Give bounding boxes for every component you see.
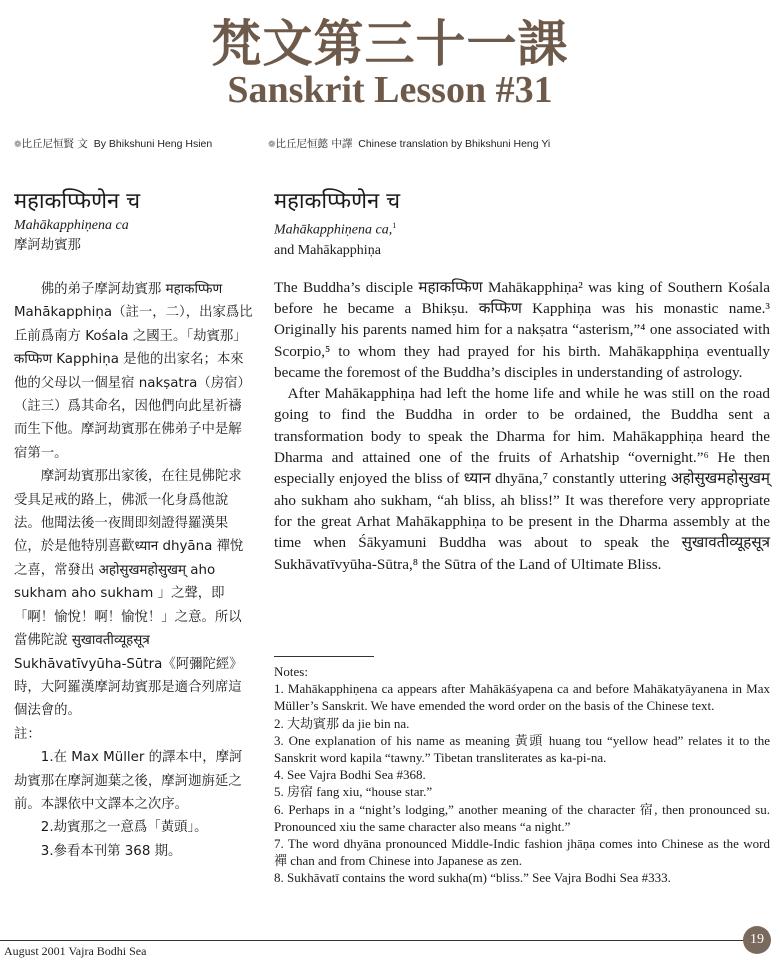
devanagari-heading: महाकप्फिणेन च	[274, 189, 401, 214]
note-item: 6. Perhaps in a “night’s lodging,” another meaning of the character 宿, then pronounced su. Pronounced xiu the same character also means “a night.”	[274, 801, 770, 834]
footer-rule	[0, 940, 750, 941]
note-item: 5. 房宿 fang xiu, “house star.”	[274, 784, 433, 800]
chinese-title: 梵文第三十一課	[211, 14, 569, 73]
note-item: 1. Mahākapphiṇena ca appears after Mahākāśyapena ca and before Mahākatyāyanena in Max Müller’s Sanskrit. We have emended the word order on the basis of the Chinese text.	[274, 681, 770, 714]
english-paragraph-2: After Mahākapphiṇa had left the home life and while he was still on the road going to find the Buddha in order to be ordained, the Buddha sent a transformation body to speak the Dharma for him. Mahākapphiṇa heard the Dharma and attained one of the fruits of Arhatship “overnight.”⁶ He then especially enjoyed the bliss of ध्यान dhyāna,⁷ constantly uttering अहोसुखमहोसुखम् aho sukham aho sukham, “ah bliss, ah bliss!” It was therefore very appropriate for the great Arhat Mahākapphiṇa to be present in the Dharma assembly at the time when Śākyamuni Buddha was about to speak the सुखावतीव्यूहसूत्र Sukhāvatīvyūha-Sūtra,⁸ the Sūtra of the Land of Ultimate Bliss.	[274, 385, 770, 573]
footer-publication: August 2001 Vajra Bodhi Sea	[4, 944, 147, 958]
english-column	[274, 188, 770, 575]
credit-author: ❁比丘尼恒賢 文 By Bhikshuni Heng Hsien	[14, 138, 213, 150]
chinese-paragraph-2: 摩訶劫賓那出家後，在往見佛陀求受具足戒的路上，佛派一化身爲他說法。他聞法後一夜間即刻證得羅漢果位，於是他特別喜歡ध्यान dhyāna 禪悅之喜，常發出 अहोसुखमहोसुखम् aho sukham aho sukham 」之聲，即「啊！愉悅！啊！愉悅！」之意。所以當佛陀說 सुखावतीव्यूहसूत्र Sukhāvatīvyūha-Sūtra《阿彌陀經》時，大阿羅漢摩訶劫賓那是適合列席這個法會的。	[14, 469, 244, 719]
credit-translator: ❁比丘尼恒懿 中譯 Chinese translation by Bhikshuni Heng Yi	[268, 138, 551, 150]
note-item: 4. See Vajra Bodhi Sea #368.	[274, 767, 426, 783]
transliteration-heading: Mahākapphiṇena ca,$^1$	[274, 221, 397, 238]
chinese-heading: 摩訶劫賓那	[14, 238, 81, 253]
english-paragraph-1: The Buddha’s disciple महाकप्फिण Mahākapphiṇa² was king of Southern Kośala before he became a Bhikṣu. कप्फिण Kapphiṇa was his monastic name.³ Originally his parents named him for a nakṣatra “asterism,”⁴ one associated with Scorpio,⁵ to whom they had prayed for his birth. Mahākapphiṇa eventually became the foremost of the Buddha’s disciples in understanding of astrology.	[274, 278, 770, 381]
chinese-column	[14, 188, 254, 863]
devanagari-heading: महाकप्फिणेन च	[14, 189, 141, 214]
chinese-notes-label: 註：	[14, 726, 41, 742]
chinese-note-2: 2.劫賓那之一意爲「黃頭」。	[40, 820, 208, 836]
chinese-note-3: 3.參看本刊第 368 期。	[40, 843, 182, 859]
transliteration-heading: Mahākapphiṇena ca	[14, 218, 129, 233]
notes-label: Notes:	[274, 664, 308, 679]
page-number: 19	[743, 926, 771, 954]
flower-bullet-icon: ❁	[268, 139, 276, 149]
english-title: Sanskrit Lesson #31	[227, 69, 553, 111]
notes-section	[274, 656, 770, 887]
chinese-paragraph-1: 佛的弟子摩訶劫賓那 महाकप्फिण Mahākapphiṇa（註一，二），出家爲比丘前爲南方 Kośala 之國王。「劫賓那」कप्फिण Kapphiṇa 是他的出家名；本來他的父母以一個星宿 nakṣatra（房宿）（註三）爲其命名，因他們向此星祈禱而生下他。摩訶劫賓那在佛弟子中是解宿第一。	[14, 282, 253, 461]
notes-divider	[274, 656, 374, 657]
note-item: 8. Sukhāvatī contains the word sukha(m) “bliss.” See Vajra Bodhi Sea #333.	[274, 870, 671, 886]
flower-bullet-icon: ❁	[14, 139, 22, 149]
chinese-note-1: 1.在 Max Müller 的譯本中，摩訶劫賓那在摩訶迦葉之後，摩訶迦旃延之前。本課依中文譯本之次序。	[14, 750, 243, 812]
english-heading: and Mahākapphiṇa	[274, 242, 381, 258]
note-item: 2. 大劫賓那 da jie bin na.	[274, 715, 410, 731]
note-item: 7. The word dhyāna pronounced Middle-Indic fashion jhāṇa comes into Chinese as the word 禪 chan and from Chinese into Japanese as zen.	[274, 836, 770, 869]
note-item: 3. One explanation of his name as meaning 黃頭 huang tou “yellow head” relates it to the Sanskrit word kapila “tawny.” Tibetan transliterates as ka-pi-na.	[274, 732, 770, 766]
